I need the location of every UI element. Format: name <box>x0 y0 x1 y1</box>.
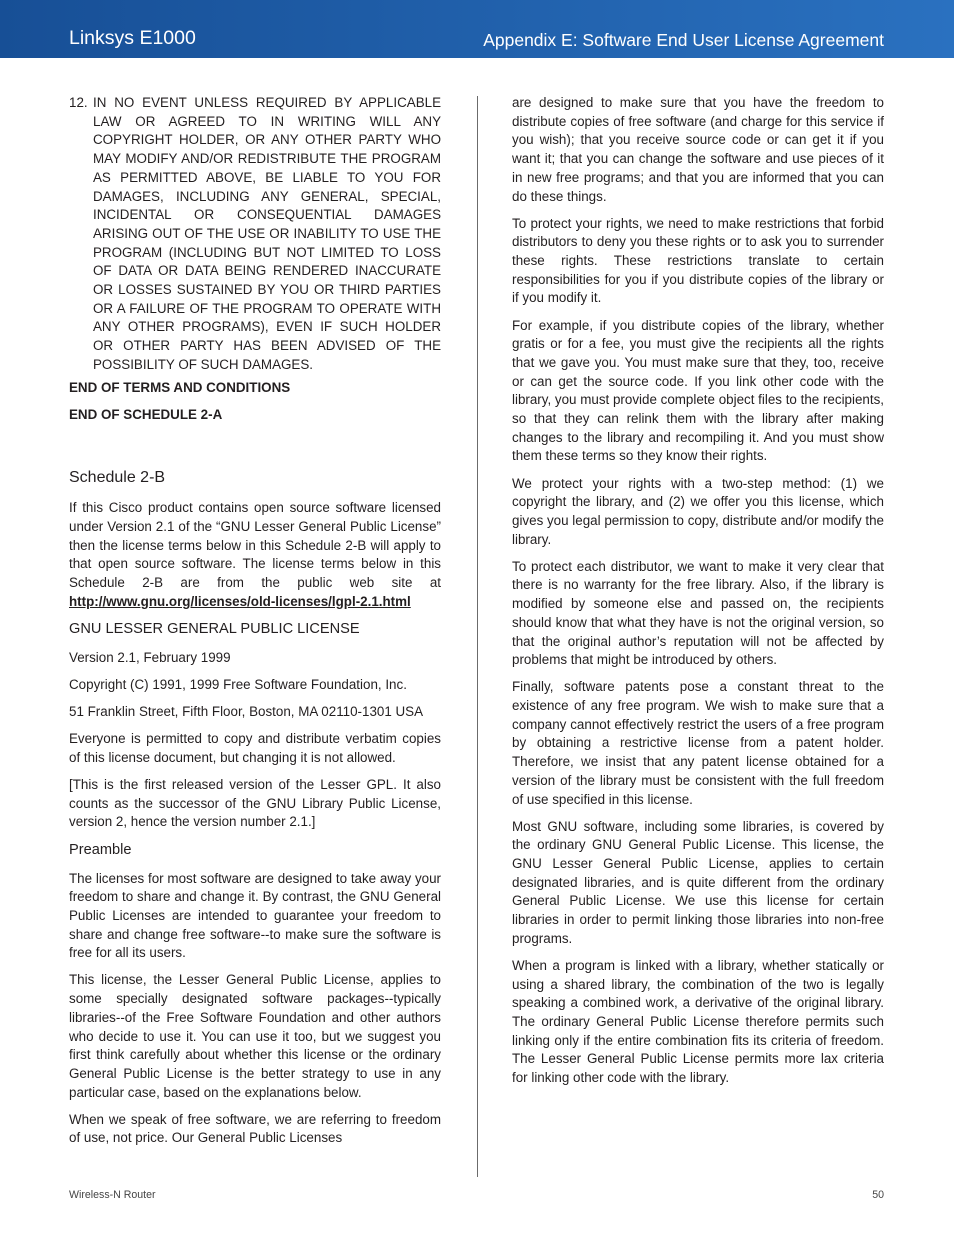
address-line: 51 Franklin Street, Fifth Floor, Boston, MA 02110-1301 USA <box>69 704 424 720</box>
lgpl-title: GNU LESSER GENERAL PUBLIC LICENSE <box>69 620 360 637</box>
preamble-title: Preamble <box>69 841 132 858</box>
right-paragraph-8: When a program is linked with a library, whether statically or using a shared library, the combination of the two is legally speaking a combined work, a derivative of the original library. The ordinary General Public License therefore permits such linking only if the entire combination fits its criteria of freedom. The Lesser General Public License permits more lax criteria for linking other code with the library. <box>512 957 884 1086</box>
everyone-paragraph: Everyone is permitted to copy and distribute verbatim copies of this license document, but changing it is not allowed. <box>69 731 441 765</box>
page-number: 50 <box>872 1189 884 1201</box>
list-item-text: IN NO EVENT UNLESS REQUIRED BY APPLICABLE LAW OR AGREED TO IN WRITING WILL ANY COPYRIGHT HOLDER, OR ANY OTHER PARTY WHO MAY MODIFY AND/OR REDISTRIBUTE THE PROGRAM AS PERMITTED ABOVE, BE LIABLE TO YOU FOR DAMAGES, INCLUDING ANY GENERAL, SPECIAL, INCIDENTAL OR CONSEQUENTIAL DAMAGES ARISING OUT OF THE USE OR INABILITY TO USE THE PROGRAM (INCLUDING BUT NOT LIMITED TO LOSS OF DATA OR DATA BEING RENDERED INACCURATE OR LOSSES SUSTAINED BY YOU OR THIRD PARTIES OR A FAILURE OF THE PROGRAM TO OPERATE WITH ANY OTHER PROGRAMS), EVEN IF SUCH HOLDER OR OTHER PARTY HAS BEEN ADVISED OF THE POSSIBILITY OF SUCH DAMAGES. <box>93 95 441 372</box>
page-header <box>0 0 954 58</box>
right-paragraph-6: Finally, software patents pose a constant threat to the existence of any free program. We wish to make sure that a company cannot effectively restrict the users of a free program by obtaining a restrictive license from a patent holder. Therefore, we insist that any patent license obtained for a version of the library must be consistent with the full freedom of use specified in this license. <box>512 679 884 807</box>
lgpl-link[interactable]: http://www.gnu.org/licenses/old-licenses/lgpl-2.1.html <box>69 593 411 609</box>
right-paragraph-1: are designed to make sure that you have the freedom to distribute copies of free software (and charge for this service if you wish); that you receive source code or can get it if you want it; that you can change the software and use pieces of it in new free programs; and that you are informed that you can do these things. <box>512 95 884 204</box>
version-line: Version 2.1, February 1999 <box>69 649 231 665</box>
first-release-paragraph: [This is the first released version of the Lesser GPL. It also counts as the successor of the GNU Library Public License, version 2, hence the version number 2.1.] <box>69 777 441 830</box>
left-column <box>69 94 441 1157</box>
preamble-paragraph-1: The licenses for most software are designed to take away your freedom to share and change it. By contrast, the GNU General Public Licenses are intended to guarantee your freedom to share and change free software--to make sure the software is free for all its users. <box>69 870 441 961</box>
right-paragraph-4: We protect your rights with a two-step method: (1) we copyright the library, and (2) we offer you this license, which gives you legal permission to copy, distribute and/or modify the library. <box>512 475 884 547</box>
section-title: Appendix E: Software End User License Agreement <box>483 30 884 50</box>
right-paragraph-5: To protect each distributor, we want to make it very clear that there is no warranty for the free library. Also, if the library is modified by someone else and passed on, the recipients should know that what they have is not the original version, so that the original author’s reputation will not be affected by problems that might be introduced by others. <box>512 558 884 668</box>
schedule-intro <box>69 499 441 611</box>
right-paragraph-7: Most GNU software, including some libraries, is covered by the ordinary GNU General Public License. This license, the GNU Lesser General Public License, applies to certain designated libraries, and is quite different from the ordinary General Public License. We use this license for certain libraries in order to permit linking those libraries into non-free programs. <box>512 818 884 946</box>
end-of-schedule: END OF SCHEDULE 2-A <box>69 406 223 422</box>
right-paragraph-3: For example, if you distribute copies of the library, whether gratis or for a fee, you must give the recipients all the rights that we gave you. You must make sure that they, too, receive or can get the source code. If you link other code with the library, you must provide complete object files to the recipients, so that they can relink them with the library after making changes to the library and recompiling it. And you must show them these terms so they know their rights. <box>512 317 884 464</box>
end-of-terms: END OF TERMS AND CONDITIONS <box>69 379 291 395</box>
product-name: Linksys E1000 <box>69 27 196 49</box>
footer-product: Wireless-N Router <box>69 1189 156 1201</box>
preamble-paragraph-3: When we speak of free software, we are referring to freedom of use, not price. Our General Public Licenses <box>69 1111 441 1146</box>
right-column <box>512 94 884 1096</box>
schedule-title: Schedule 2-B <box>69 469 166 487</box>
right-paragraph-2: To protect your rights, we need to make restrictions that forbid distributors to deny you these rights or to ask you to surrender these rights. These restrictions translate to certain responsibilities for you if you distribute copies of the library or if you modify it. <box>512 215 884 306</box>
copyright-line: Copyright (C) 1991, 1999 Free Software Foundation, Inc. <box>69 677 407 693</box>
preamble-paragraph-2: This license, the Lesser General Public License, applies to some specially designated software packages--typically libraries--of the Free Software Foundation and other authors who decide to use it. You can use it too, but we suggest you first think carefully about whether this license or the ordinary General Public License is the better strategy to use in any particular case, based on the explanations below. <box>69 972 441 1100</box>
column-divider <box>477 96 478 1177</box>
schedule-intro-text: If this Cisco product contains open source software licensed under Version 2.1 of the “GNU Lesser General Public License” then the license terms below in this Schedule 2-B will apply to that open source software. The license terms below in this Schedule 2-B are from the public web site at <box>69 500 441 591</box>
list-item <box>69 94 441 375</box>
list-item-number: 12. <box>69 95 88 110</box>
